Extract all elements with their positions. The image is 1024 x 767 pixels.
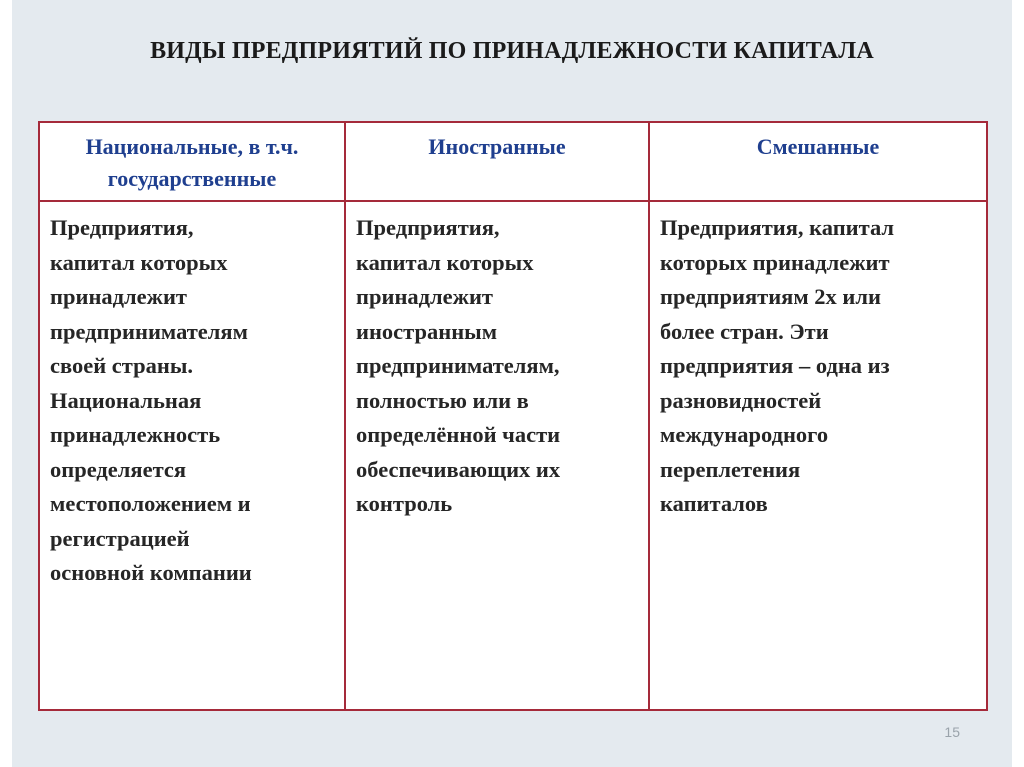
enterprise-types-table — [38, 121, 988, 711]
cell-foreign-description: Предприятия, капитал которых принадлежит иностранным предпринимателям, полностью или в определённой части обеспечивающих их контроль — [356, 215, 561, 516]
column-divider-2 — [648, 123, 650, 709]
page-number: 15 — [944, 724, 960, 740]
slide-title: ВИДЫ ПРЕДПРИЯТИЙ ПО ПРИНАДЛЕЖНОСТИ КАПИТАЛА — [150, 38, 874, 64]
header-foreign: Иностранные — [428, 134, 566, 159]
slide — [12, 0, 1012, 767]
column-divider-1 — [344, 123, 346, 709]
cell-national-description: Предприятия, капитал которых принадлежит предпринимателям своей страны. Национальная принадлежность определяется местоположением и регистрацией основной компании — [50, 215, 252, 585]
header-national: Национальные, в т.ч. государственные — [85, 134, 299, 191]
header-mixed: Смешанные — [756, 134, 880, 159]
cell-mixed-description: Предприятия, капитал которых принадлежит предприятиям 2х или более стран. Эти предприятия – одна из разновидностей международного переплетения капиталов — [660, 215, 895, 516]
header-divider — [40, 200, 986, 202]
